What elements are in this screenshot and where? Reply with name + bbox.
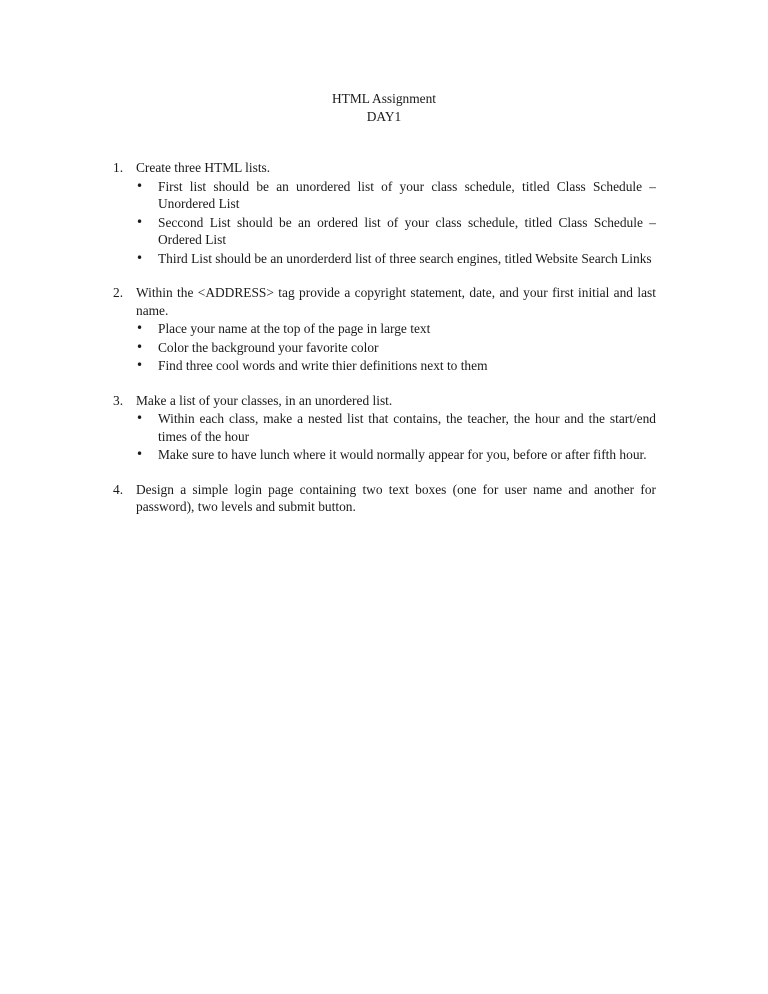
list-item xyxy=(113,159,656,267)
bullet-text: Place your name at the top of the page in large text xyxy=(158,321,431,336)
bullet-item xyxy=(136,250,656,268)
bullet-icon: • xyxy=(136,214,144,229)
bullet-text: Find three cool words and write thier definitions next to them xyxy=(158,358,488,373)
bullet-list xyxy=(136,320,656,375)
bullet-item xyxy=(136,357,656,375)
bullet-text: Seccond List should be an ordered list of your class schedule, titled Class Schedule – Ordered List xyxy=(158,214,656,247)
bullet-list xyxy=(136,410,656,464)
bullet-list xyxy=(136,178,656,268)
bullet-icon: • xyxy=(136,250,144,265)
item-number: 3. xyxy=(113,392,124,408)
bullet-icon: • xyxy=(136,339,144,354)
bullet-item xyxy=(136,214,656,249)
item-number: 2. xyxy=(113,285,124,300)
item-text: Make a list of your classes, in an unordered list. xyxy=(136,392,393,408)
item-text: Within the <ADDRESS> tag provide a copyright statement, date, and your first initial and last name. xyxy=(136,285,656,318)
bullet-text: Color the background your favorite color xyxy=(158,339,379,355)
list-item xyxy=(113,392,656,464)
bullet-text: Third List should be an unorderderd list of three search engines, titled Website Search Links xyxy=(158,250,652,266)
title-block xyxy=(0,90,768,125)
bullet-item xyxy=(136,410,656,445)
item-text: Create three HTML lists. xyxy=(136,160,271,175)
list-item xyxy=(113,284,656,375)
item-text: Design a simple login page containing two text boxes (one for user name and another for password), two levels and submit button. xyxy=(136,481,656,514)
bullet-item xyxy=(136,446,656,464)
bullet-text: First list should be an unordered list of your class schedule, titled Class Schedule – Unordered List xyxy=(158,178,656,211)
bullet-item xyxy=(136,178,656,213)
list-item xyxy=(113,481,656,516)
item-number: 1. xyxy=(113,160,124,175)
item-number: 4. xyxy=(113,481,124,497)
document-subtitle: DAY1 xyxy=(366,108,402,124)
bullet-icon: • xyxy=(136,178,144,193)
bullet-text: Make sure to have lunch where it would normally appear for you, before or after fifth hour. xyxy=(158,447,647,462)
bullet-icon: • xyxy=(136,447,144,461)
bullet-item xyxy=(136,339,656,357)
bullet-icon: • xyxy=(136,358,144,372)
bullet-icon: • xyxy=(136,321,144,335)
assignment-list xyxy=(113,159,656,533)
bullet-item xyxy=(136,320,656,338)
bullet-text: Within each class, make a nested list that contains, the teacher, the hour and the start/end times of the hour xyxy=(158,411,656,444)
document-title: HTML Assignment xyxy=(331,91,437,106)
bullet-icon: • xyxy=(136,411,144,425)
